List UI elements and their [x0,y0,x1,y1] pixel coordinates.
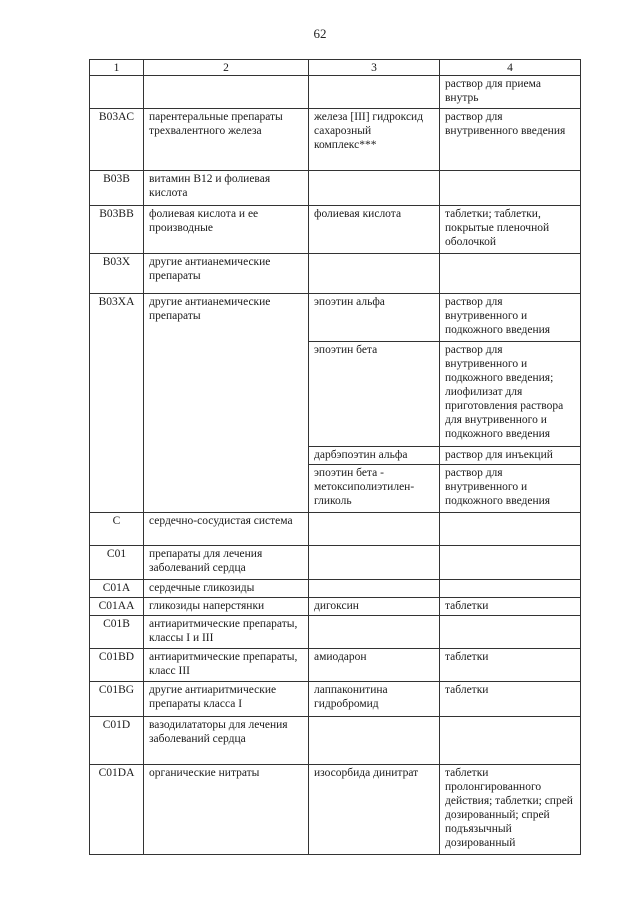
table-row [90,206,581,254]
drug-name: эпоэтин альфа [309,294,440,342]
atc-code: B03AC [90,109,144,171]
header-col-3: 3 [309,60,440,76]
dosage-form [440,171,581,206]
dosage-form: раствор для внутривенного и подкожного введения; лиофилизат для приготовления раствора для внутривенного и подкожного введения [440,342,581,447]
table-row [90,171,581,206]
atc-code: C01B [90,616,144,649]
group-name: сердечно-сосудистая система [144,513,309,546]
dosage-form: таблетки; таблетки, покрытые пленочной оболочкой [440,206,581,254]
group-name: фолиевая кислота и ее производные [144,206,309,254]
group-name: витамин B12 и фолиевая кислота [144,171,309,206]
group-name: антиаритмические препараты, класс III [144,649,309,682]
dosage-form [440,546,581,580]
drug-classification-table [89,59,581,855]
table-row [90,294,581,342]
dosage-form [440,616,581,649]
dosage-form [440,717,581,765]
atc-code: C01BD [90,649,144,682]
group-name: антиаритмические препараты, классы I и III [144,616,309,649]
table-row [90,580,581,598]
atc-code: C01AA [90,598,144,616]
table-row [90,254,581,294]
drug-name: дарбэпоэтин альфа [309,447,440,465]
dosage-form [440,580,581,598]
header-col-1: 1 [90,60,144,76]
drug-name: лаппаконитина гидробромид [309,682,440,717]
drug-name: дигоксин [309,598,440,616]
atc-code: C01DA [90,765,144,855]
group-name: сердечные гликозиды [144,580,309,598]
atc-code: C01 [90,546,144,580]
atc-code: B03X [90,254,144,294]
dosage-form: раствор для приема внутрь [440,76,581,109]
group-name: другие антианемические препараты [144,254,309,294]
dosage-form: таблетки [440,682,581,717]
atc-code: C01A [90,580,144,598]
dosage-form: таблетки [440,598,581,616]
table-row [90,649,581,682]
atc-code: C01BG [90,682,144,717]
atc-code: C01D [90,717,144,765]
drug-name [309,580,440,598]
group-name: гликозиды наперстянки [144,598,309,616]
group-name: другие антиаритмические препараты класса I [144,682,309,717]
table-row [90,682,581,717]
dosage-form: таблетки пролонгированного действия; таблетки; спрей дозированный; спрей подъязычный дозированный [440,765,581,855]
dosage-form [440,513,581,546]
group-name [144,76,309,109]
table-row [90,616,581,649]
atc-code: C [90,513,144,546]
atc-code: B03XA [90,294,144,513]
dosage-form: раствор для внутривенного и подкожного введения [440,294,581,342]
drug-name [309,513,440,546]
group-name: органические нитраты [144,765,309,855]
atc-code: B03BB [90,206,144,254]
drug-name [309,546,440,580]
atc-code [90,76,144,109]
drug-name [309,171,440,206]
drug-name [309,254,440,294]
table-row [90,717,581,765]
drug-name: изосорбида динитрат [309,765,440,855]
group-name: вазодилататоры для лечения заболеваний сердца [144,717,309,765]
table-row [90,765,581,855]
header-row [90,60,581,76]
table-row [90,546,581,580]
table-row [90,109,581,171]
dosage-form [440,254,581,294]
drug-name [309,616,440,649]
drug-name [309,717,440,765]
drug-name: эпоэтин бета - метоксиполиэтилен-гликоль [309,465,440,513]
group-name: другие антианемические препараты [144,294,309,513]
dosage-form: таблетки [440,649,581,682]
table-row [90,513,581,546]
page-number: 62 [313,26,327,41]
atc-code: B03B [90,171,144,206]
drug-name: фолиевая кислота [309,206,440,254]
group-name: парентеральные препараты трехвалентного железа [144,109,309,171]
drug-name [309,76,440,109]
drug-name: амиодарон [309,649,440,682]
table-row [90,76,581,109]
dosage-form: раствор для внутривенного введения [440,109,581,171]
dosage-form: раствор для внутривенного и подкожного введения [440,465,581,513]
group-name: препараты для лечения заболеваний сердца [144,546,309,580]
dosage-form: раствор для инъекций [440,447,581,465]
drug-name: эпоэтин бета [309,342,440,447]
table-row [90,598,581,616]
header-col-4: 4 [440,60,581,76]
drug-name: железа [III] гидроксид сахарозный комплекс*** [309,109,440,171]
header-col-2: 2 [144,60,309,76]
